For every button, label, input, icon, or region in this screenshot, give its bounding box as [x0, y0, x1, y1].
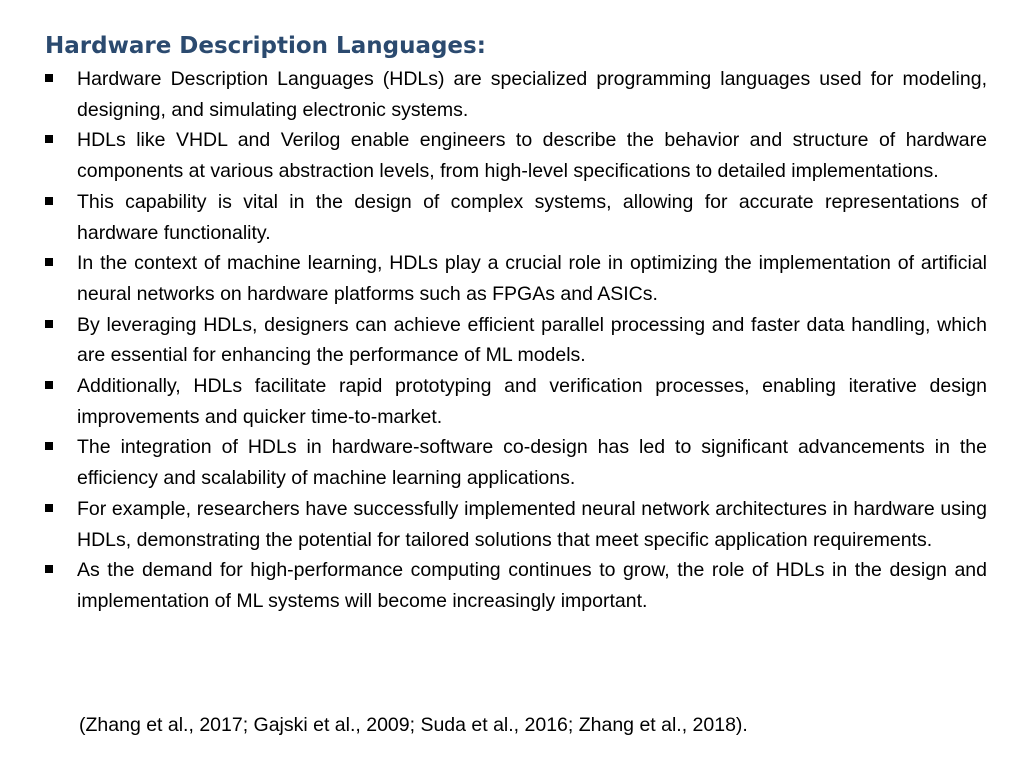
- bullet-text: In the context of machine learning, HDLs play a crucial role in optimizing the implementation of artificial neural networks on hardware platforms such as FPGAs and ASICs.: [77, 252, 987, 305]
- square-bullet-icon: [45, 504, 53, 512]
- square-bullet-icon: [45, 258, 53, 266]
- square-bullet-icon: [45, 381, 53, 389]
- square-bullet-icon: [45, 74, 53, 82]
- bullet-list: [45, 64, 987, 617]
- bullet-text: Additionally, HDLs facilitate rapid prototyping and verification processes, enabling iterative design improvements and quicker time-to-market.: [77, 375, 987, 428]
- bullet-item: [45, 310, 987, 371]
- bullet-item: [45, 64, 987, 125]
- square-bullet-icon: [45, 442, 53, 450]
- bullet-text: As the demand for high-performance computing continues to grow, the role of HDLs in the design and implementation of ML systems will become increasingly important.: [77, 559, 987, 612]
- bullet-text: The integration of HDLs in hardware-software co-design has led to significant advancements in the efficiency and scalability of machine learning applications.: [77, 436, 987, 490]
- square-bullet-icon: [45, 565, 53, 573]
- bullet-text: By leveraging HDLs, designers can achieve efficient parallel processing and faster data handling, which are essential for enhancing the performance of ML models.: [77, 313, 987, 367]
- slide-title: Hardware Description Languages:: [45, 33, 486, 59]
- bullet-text: HDLs like VHDL and Verilog enable engineers to describe the behavior and structure of hardware components at various abstraction levels, from high-level specifications to detailed implementations.: [77, 129, 987, 183]
- bullet-text: For example, researchers have successfully implemented neural network architectures in hardware using HDLs, demonstrating the potential for tailored solutions that meet specific application requirements.: [77, 497, 987, 551]
- square-bullet-icon: [45, 135, 53, 143]
- bullet-item: [45, 432, 987, 493]
- bullet-item: [45, 248, 987, 309]
- square-bullet-icon: [45, 320, 53, 328]
- bullet-item: [45, 125, 987, 186]
- bullet-item: [45, 555, 987, 616]
- square-bullet-icon: [45, 197, 53, 205]
- bullet-item: [45, 371, 987, 432]
- bullet-item: [45, 494, 987, 555]
- bullet-text: Hardware Description Languages (HDLs) are specialized programming languages used for modeling, designing, and simulating electronic systems.: [77, 68, 987, 121]
- bullet-text: This capability is vital in the design of complex systems, allowing for accurate representations of hardware functionality.: [77, 190, 987, 244]
- citation-text: (Zhang et al., 2017; Gajski et al., 2009; Suda et al., 2016; Zhang et al., 2018).: [79, 714, 748, 736]
- bullet-item: [45, 187, 987, 248]
